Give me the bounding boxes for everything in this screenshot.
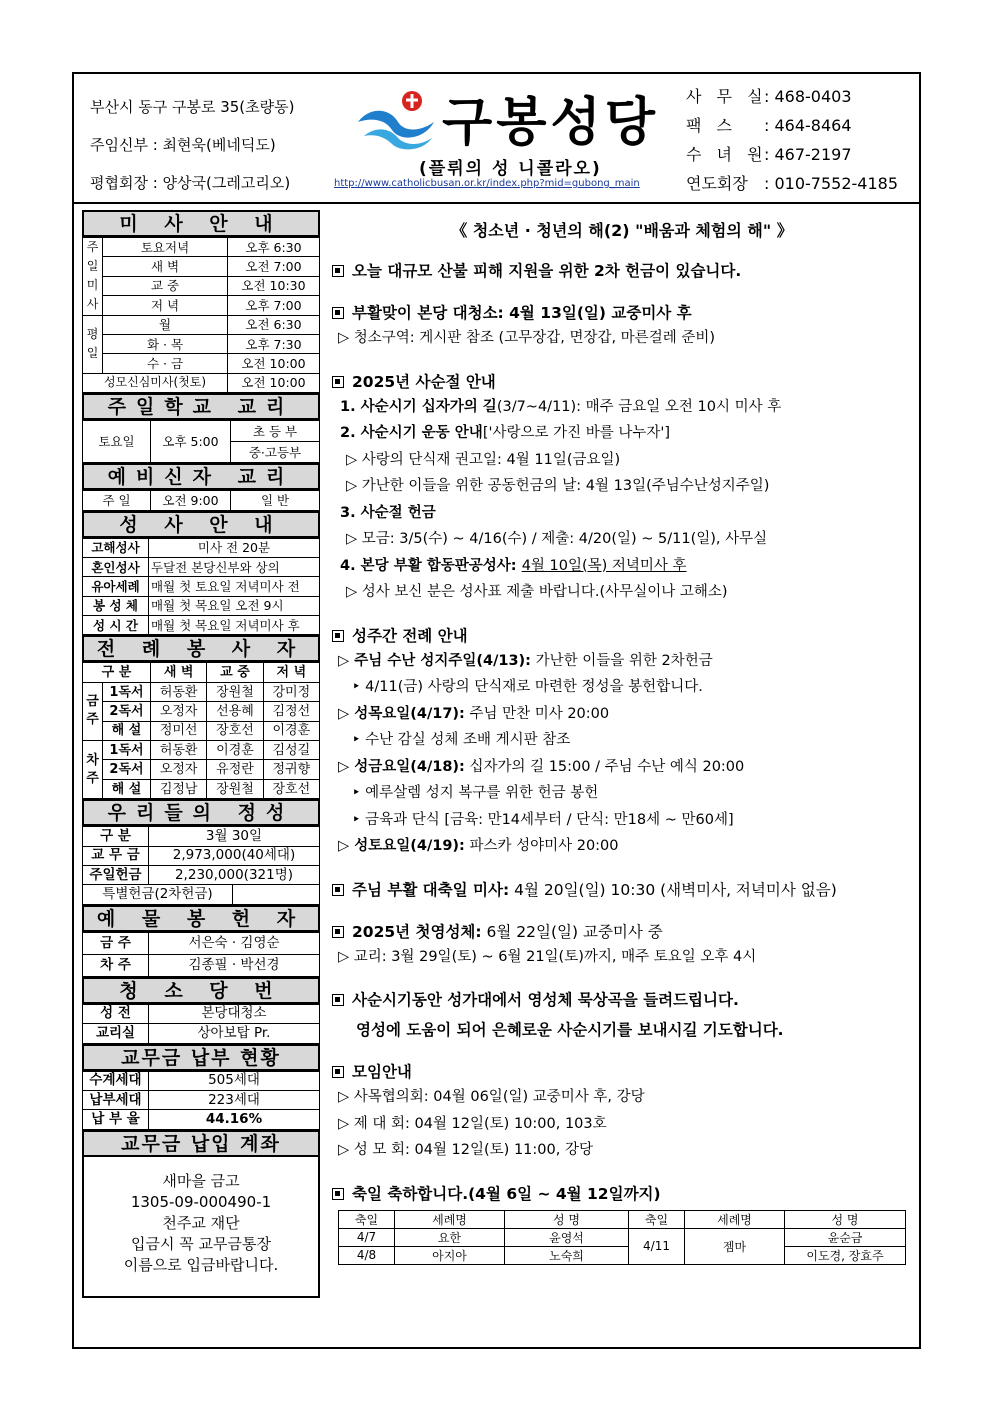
square-bullet-icon xyxy=(332,265,344,277)
servers-table: 구 분 새 벽 교 중 저 녁 금주 1독서 허동환 장원철 강미정 2독서 오정자 선용혜 김정선 해 설 정미선 장호선 이경훈 차주 1독서 허동환 이경훈 김성길 2독서 오정자 유정란 정귀향 해 설 김정남 장원철 장호선 xyxy=(82,662,320,799)
address: 부산시 동구 구봉로 35(초량동) xyxy=(90,98,295,116)
offering-title: 우리들의 정성 xyxy=(82,799,320,826)
feast-day-table: 축일 세례명 성 명 축일 세례명 성 명 4/7 요한 윤영석 4/11 젬마 윤순금 4/8 아지아 노숙희 이도경, 장효주 xyxy=(338,1210,906,1265)
notice-cleaning: 부활맞이 본당 대청소: 4월 13일(일) 교중미사 후 xyxy=(332,301,912,325)
square-bullet-icon xyxy=(332,1188,344,1200)
contact-convent: 수 녀 원 : 467-2197 xyxy=(686,145,852,164)
header xyxy=(74,74,919,204)
parish-info xyxy=(90,88,295,202)
square-bullet-icon xyxy=(332,1066,344,1078)
weekday-mass-label: 평일 xyxy=(83,315,103,373)
cleaning-table: 성 전 본당대청소 교리실 상아보탑 Pr. xyxy=(82,1004,320,1044)
square-bullet-icon xyxy=(332,630,344,642)
notice-first-communion: 2025년 첫영성체: 6월 22일(일) 교중미사 중 xyxy=(332,920,912,944)
contact-prayer-head: 연도회장 : 010-7552-4185 xyxy=(686,174,898,193)
sacrament-title: 성 사 안 내 xyxy=(82,511,320,538)
notice-lent: 2025년 사순절 안내 xyxy=(332,370,912,394)
mass-table: 주일미사 토요저녁 오후 6:30 새 벽 오전 7:00 교 중 오전 10:30 저 녁 오후 7:00 평일 월 오전 6:30 화 · 목 오후 7:30 수 · 금 오전 10:00 성모신심미사(첫토) 오전 10:00 xyxy=(82,237,320,393)
sacrament-table: 고해성사 미사 전 20분 혼인성사 두달전 본당신부와 상의 유아세례 매월 첫 토요일 저녁미사 전 봉 성 체 매월 첫 목요일 오전 9시 성 시 간 매월 첫 목요일 저녁미사 후 xyxy=(82,538,320,636)
council-president: 평협회장 : 양상국(그레고리오) xyxy=(90,174,291,192)
dues-table: 수계세대 505세대 납부세대 223세대 납 부 율 44.16% xyxy=(82,1071,320,1130)
account-info: 새마을 금고 1305-09-000490-1 천주교 재단 입금시 꼭 교무금통장 이름으로 입금바랍니다. xyxy=(82,1157,320,1298)
servers-title: 전 례 봉 사 자 xyxy=(82,635,320,662)
square-bullet-icon xyxy=(332,307,344,319)
catechumen-table: 주 일 오전 9:00 일 반 xyxy=(82,490,320,510)
contacts xyxy=(686,82,898,198)
notice-easter: 주님 부활 대축일 미사: 4월 20일(일) 10:30 (새벽미사, 저녁미사 없음) xyxy=(332,878,912,902)
mass-title: 미 사 안 내 xyxy=(82,210,320,237)
account-title: 교무금 납입 계좌 xyxy=(82,1130,320,1157)
gift-title: 예 물 봉 헌 자 xyxy=(82,905,320,932)
patron-saint: (플뤼의 성 니콜라오) xyxy=(419,159,602,179)
year-theme: 《 청소년 · 청년의 해(2) "배움과 체험의 해" 》 xyxy=(451,221,793,240)
notice-choir: 사순시기동안 성가대에서 영성체 묵상곡을 들려드립니다. xyxy=(332,988,912,1012)
square-bullet-icon xyxy=(332,994,344,1006)
website-link[interactable]: http://www.catholicbusan.or.kr/index.php?mid=gubong_main xyxy=(334,178,640,189)
square-bullet-icon xyxy=(332,376,344,388)
notice-offering: 오늘 대규모 산불 피해 지원을 위한 2차 헌금이 있습니다. xyxy=(332,259,912,283)
square-bullet-icon xyxy=(332,926,344,938)
notice-holy-week: 성주간 전례 안내 xyxy=(332,624,912,648)
contact-office: 사 무 실 : 468-0403 xyxy=(686,87,852,106)
cleaning-title: 청 소 당 번 xyxy=(82,977,320,1004)
gift-table: 금 주 서은숙 · 김영순 차 주 김종필 · 박선경 xyxy=(82,932,320,977)
contact-fax: 팩 스 : 464-8464 xyxy=(686,116,852,135)
sunday-mass-label: 주일미사 xyxy=(83,238,103,316)
offering-table: 구 분 3월 30일 교 무 금 2,973,000(40세대) 주일헌금 2,230,000(321명) 특별헌금(2차헌금) xyxy=(82,826,320,905)
left-column xyxy=(82,210,320,1298)
sunday-school-table: 토요일 오후 5:00 초 등 부 중·고등부 xyxy=(82,420,320,463)
parish-logo-icon xyxy=(354,88,438,152)
parish-name: 구봉성당 xyxy=(442,93,659,153)
notice-feast-days: 축일 축하합니다.(4월 6일 ~ 4월 12일까지) xyxy=(332,1182,912,1206)
dues-title: 교무금 납부 현황 xyxy=(82,1044,320,1071)
right-column: 《 청소년 · 청년의 해(2) "배움과 체험의 해" 》 오늘 대규모 산불 피해 지원을 위한 2차 헌금이 있습니다. 부활맞이 본당 대청소: 4월 13일(일) 교중미사 후 ▷ 청소구역: 게시판 참조 (고무장갑, 면장갑, 마른걸레 준비) 2025년 사순절 안내 1. 사순시기 십자가의 길(3/7~4/11): 매주 금요일 오전 10시 미사 후 2. 사순시기 운동 안내['사랑으로 가진 바를 나누자'] ▷ 사랑의 단식재 권고일: 4월 11일(금요일) ▷ 가난한 이들을 위한 공동헌금의 날: 4월 13일(주님수난성지주일) 3. 사순절 헌금 ▷ 모금: 3/5(수) ~ 4/16(수) / 제출: 4/20(일) ~ 5/11(일), 사무실 4. 본당 부활 합동판공성사: 4월 10일(목) 저녁미사 후 ▷ 성사 보신 분은 성사표 제출 바랍니다.(사무실이나 고해소) 성주간 전례 안내 ▷ 주님 수난 성지주일(4/13): 가난한 이들을 위한 2차헌금 ‣ 4/11(금) 사랑의 단식재로 마련한 정성을 봉헌합니다. ▷ 성목요일(4/17): 주님 만찬 미사 20:00 ‣ 수난 감실 성체 조배 게시판 참조 ▷ 성금요일(4/18): 십자가의 길 15:00 / 주님 수난 예식 20:00 ‣ 예루살렘 성지 복구를 위한 헌금 봉헌 ‣ 금육과 단식 [금육: 만14세부터 / 단식: 만18세 ~ 만60세] ▷ 성토요일(4/19): 파스카 성야미사 20:00 주님 부활 대축일 미사: 4월 20일(일) 10:30 (새벽미사, 저녁미사 없음) 2025년 첫영성체: 6월 22일(일) 교중미사 중 ▷ 교리: 3월 29일(토) ~ 6월 21일(토)까지, 매주 토요일 오후 4시 사순시기동안 성가대에서 영성체 묵상곡을 들려드립니다. 영성에 도움이 되어 은혜로운 사순시기를 보내시길 기도합니다. 모임안내 ▷ 사목협의회: 04월 06일(일) 교중미사 후, 강당 ▷ 제 대 회: 04월 12일(토) 10:00, 103호 ▷ 성 모 회: 04월 12일(토) 11:00, 강당 축일 축하합니다.(4월 6일 ~ 4월 12일까지) 축일 세례명 성 명 축일 세례명 성 명 4/7 요한 윤영석 4/11 젬마 윤순금 4/8 아지아 노숙희 이도경, 장효주 xyxy=(332,214,912,1265)
notice-meetings: 모임안내 xyxy=(332,1060,912,1084)
bulletin-frame xyxy=(72,72,921,1349)
sunday-school-title: 주일학교 교리 xyxy=(82,393,320,420)
pastor: 주임신부 : 최현욱(베네딕도) xyxy=(90,136,276,154)
catechumen-title: 예비신자 교리 xyxy=(82,463,320,490)
square-bullet-icon xyxy=(332,884,344,896)
